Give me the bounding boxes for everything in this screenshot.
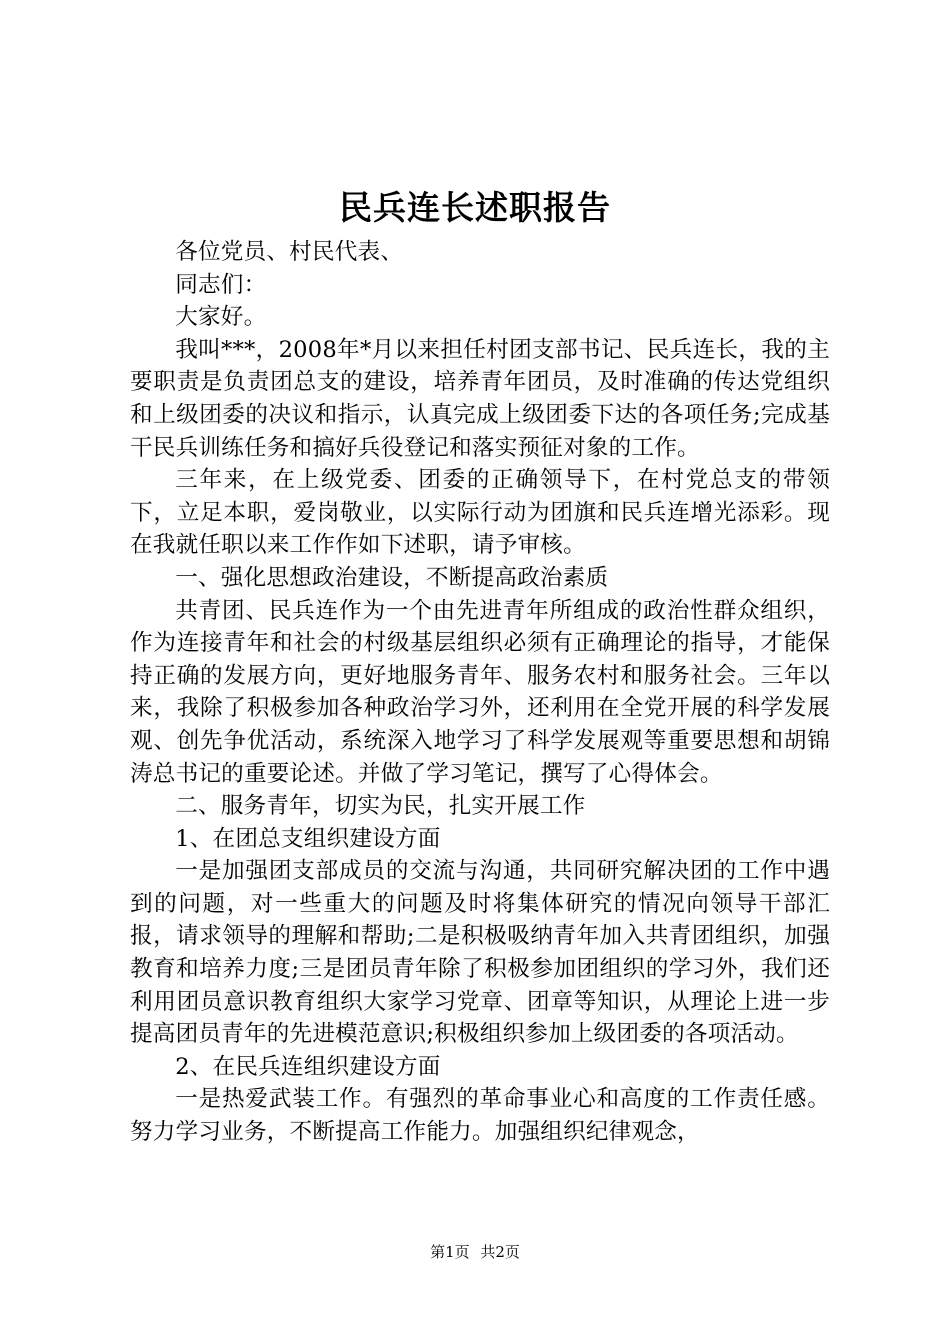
document-body [130,236,830,1149]
paragraph-introduction: 我叫***，2008年*月以来担任村团支部书记、民兵连长，我的主要职责是负责团总支的建设，培养青年团员，及时准确的传达党组织和上级团委的决议和指示，认真完成上级团委下达的各项任务;完成基干民兵训练任务和搞好兵役登记和落实预征对象的工作。 [130,336,830,461]
section-heading-2: 二、服务青年，切实为民，扎实开展工作 [175,793,586,820]
page-total: 共2页 [480,1243,520,1261]
paragraph-salutation-1: 各位党员、村民代表、 [175,239,404,265]
paragraph-salutation-2: 同志们： [175,271,267,298]
paragraph-overview: 三年来，在上级党委、团委的正确领导下，在村党总支的带领下，立足本职，爱岗敬业，以实际行动为团旗和民兵连增光添彩。现在我就任职以来工作作如下述职，请予审核。 [130,467,830,559]
subsection-heading-2: 2、在民兵连组织建设方面 [175,1053,441,1080]
page-footer [0,1242,950,1262]
paragraph-militia-building: 一是热爱武装工作。有强烈的革命事业心和高度的工作责任感。努力学习业务，不断提高工作能力。加强组织纪律观念， [130,1086,830,1146]
paragraph-greeting: 大家好。 [175,304,267,331]
document-title: 民兵连长述职报告 [339,188,611,227]
subsection-heading-1: 1、在团总支组织建设方面 [175,825,441,852]
paragraph-political-study: 共青团、民兵连作为一个由先进青年所组成的政治性群众组织，作为连接青年和社会的村级基层组织必须有正确理论的指导，才能保持正确的发展方向，更好地服务青年、服务农村和服务社会。三年以来，我除了积极参加各种政治学习外，还利用在全党开展的科学发展观、创先争优活动，系统深入地学习了科学发展观等重要思想和胡锦涛总书记的重要论述。并做了学习笔记，撰写了心得体会。 [130,597,830,787]
page-number: 第1页 [430,1243,470,1261]
paragraph-league-building: 一是加强团支部成员的交流与沟通，共同研究解决团的工作中遇到的问题，对一些重大的问题及时将集体研究的情况向领导干部汇报，请求领导的理解和帮助;二是积极吸纳青年加入共青团组织，加强教育和培养力度;三是团员青年除了积极参加团组织的学习外，我们还利用团员意识教育组织大家学习党章、团章等知识，从理论上进一步提高团员青年的先进模范意识;积极组织参加上级团委的各项活动。 [130,858,830,1048]
section-heading-1: 一、强化思想政治建设，不断提高政治素质 [175,564,609,591]
